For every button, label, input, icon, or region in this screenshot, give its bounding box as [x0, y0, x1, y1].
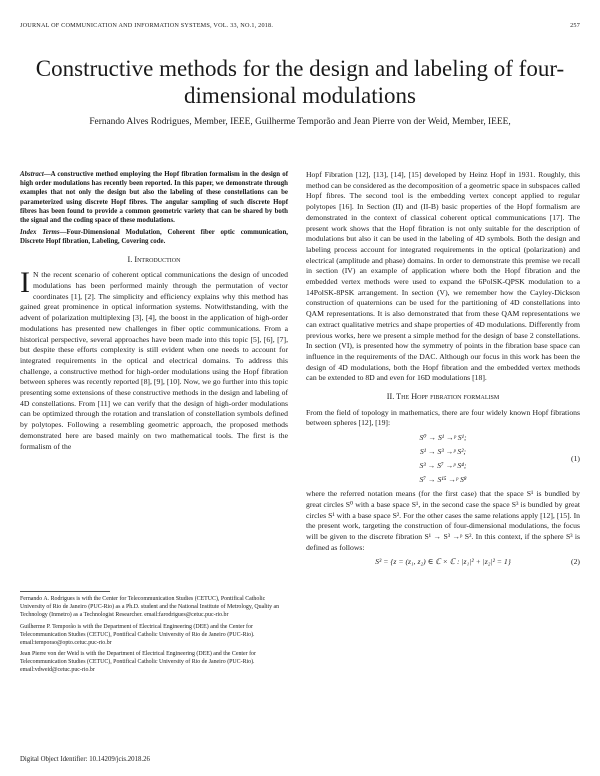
abstract-label: Abstract [20, 171, 44, 178]
author-list: Fernando Alves Rodrigues, Member, IEEE, Guilherme Temporão and Jean Pierre von der Weid, Member, IEEE, [89, 117, 511, 127]
abstract-text: —A constructive method employing the Hopf fibration formalism in the design of high order modulations has recently been reported. In this paper, we demonstrate through examples that not only the design but also the labeling of these constellations can be parameterized using discrete Hopf fibres. The angular sampling of such discrete Hopf fibres has been found to provide a common geometric variety that can be shared by both the signal and the coding space of these modulations. [20, 171, 288, 225]
section-heading-introduction: I. Introduction [127, 254, 181, 264]
right-paragraph-3: where the referred notation means (for the first case) that the space S¹ is bundled by great circles S⁰ with a base space S¹, in the second case the space S³ is bundled by great circles S¹ with a base space S². For the other cases the same relations apply [12], [15]. In the present work, targeting the construction of four-dimensional modulations, the focus will be given to the discrete fibration S¹ → S³ →ᵖ S². In this context, if the sphere S³ is defined as follows: [306, 489, 580, 552]
doi: Digital Object Identifier: 10.14209/jcis.2018.26 [20, 756, 150, 763]
section-heading-hopf: II. The Hopf fibration formalism [386, 392, 500, 402]
index-terms-label: Index Terms [20, 229, 60, 237]
intro-text: N the recent scenario of coherent optical communications the design of uncoded modulations has been performed mainly through the permutation of vector coordinates [1], [2]. The simplicity and efficiency explains why this method has gained great prominence in optical information systems. Notwithstanding, with the advent of polarization multiplexing [3], [4], the boost in the application of high-order modulations has presented new challenges in fiber optic communications. From a historical perspective, several approaches have been made into this topic [5], [6], [7], but despite these efforts complexity is still evident when one needs to account for integrated requirements in the optical and electrical domains. To address this challenge, a constructive method for high-order modulations using the Hopf fibration between spheres was recently reported [8], [9], [10]. Now, we go further into this topic presenting some extensions of these constructive methods in the design and labeling of 4D constellations. From [11] we can verify that the design of high-order modulations can be optimized through the rotation and translation of constellation symbols defined by polytopes. Following a resembling geometric approach, the proposed methods demonstrated here are based mainly on two mathematical tools. The first is the formalism of the [20, 270, 288, 451]
eq1-line: S⁰ → S¹ →ᵖ S¹; [419, 433, 467, 443]
equation-1 [306, 431, 580, 487]
eq1-line: S⁷ → S¹⁵ →ᵖ S⁸ [419, 475, 467, 485]
footnote-weid: Jean Pierre von der Weid is with the Department of Electrical Engineering (DEE) and the Center for Telecommunication Studies (CETUC), Pontifical Catholic University of Rio de Janeiro (PUC-Rio). email:vdweid@cetuc.puc-rio.br [20, 651, 256, 674]
right-paragraph-1: Hopf Fibration [12], [13], [14], [15] developed by Heinz Hopf in 1931. Roughly, this method can be considered as the decomposition of a geometric space in subspaces called Hopf fibres. The second tool is the embedding vertex concept applied to regular polytopes [16]. In Section (II) and (II-B) basic properties of the Hopf formalism are demonstrated in the context of classical coherent optical communications [17]. The present work shows that the Hopf fibration is not only suitable for the description of modulations but also it can be used in the labeling of 4D symbols. Both the design and labeling process account for integrated requirements in the optical (polarization) and electrical (amplitude and phase) domains. In order to demonstrate this premise we recall in section (IV) an example of application where both the Hopf fibration and the embedded vertex methods were used to expand the 6PolSK-QPSK modulation to a 14PolSK-8PSK arrangement. In section (V), we remember how the Cayley-Dickson construction of quaternions can be used for the partitioning of 4D constellations into QAM representations. It is also demonstrated that from these QAM representations we can extract qualitative metrics and shape properties of 4D modulations. Differently from previous works, here we present a simple method for the design of base 2 constellations. In section (VI), is presented how the symmetry of points in the fibration base space can influence in the requirements of the DAC. Although our focus in this work has been the design of 4D modulations, both the Hopf fibration and the embedded vertex methods can be extended to 8D and even for 16D modulations [18]. [306, 170, 580, 383]
right-paragraph-2: From the field of topology in mathematics, there are four widely known Hopf fibrations between spheres [12], [19]: [306, 407, 580, 428]
paper-title: Constructive methods for the design and labeling of four-dimensional modulations [35, 56, 565, 108]
equation-number: (1) [571, 454, 580, 464]
left-column [20, 170, 288, 452]
equation-2 [306, 555, 580, 569]
footnotes [20, 596, 288, 679]
intro-paragraph [20, 266, 288, 452]
footnote-temporao: Guilherme P. Temporão is with the Department of Electrical Engineering (DEE) and the Center for Telecommunication Studies (CETUC), Pontifical Catholic University of Rio de Janeiro (PUC-Rio). email:temporao@opto.cetuc.puc-rio.br [20, 623, 255, 646]
journal-name: JOURNAL OF COMMUNICATION AND INFORMATION SYSTEMS, VOL. 33, NO.1, 2018. [20, 22, 274, 29]
drop-cap: I [20, 266, 30, 300]
page-number: 257 [570, 22, 580, 29]
eq2-body: S³ = {z = (z₁, z₂) ∈ ℂ × ℂ : |z₁|² + |z₂|² = 1} [375, 557, 511, 567]
eq1-line: S¹ → S³ →ᵖ S²; [419, 447, 467, 457]
running-header [20, 22, 580, 29]
footnote-rodrigues: Fernando A. Rodrigues is with the Center for Telecommunication Studies (CETUC), Pontifical Catholic University of Rio de Janeiro (PUC-Rio) as a Ph.D. student and the National Institute of Metrology, Quality an Technology (Inmetro) as a Technologist Researcher. email:farodrigues@cetuc.puc-rio.br [20, 596, 280, 618]
eq1-line: S³ → S⁷ →ᵖ S⁴; [419, 461, 467, 471]
index-terms-text: —Four-Dimensional Modulation, Coherent fiber optic communication, Discrete Hopf fibration, Labeling, Covering code. [20, 229, 289, 246]
right-column [306, 170, 580, 571]
index-terms [20, 228, 288, 246]
equation-number: (2) [571, 557, 580, 567]
abstract [20, 170, 288, 225]
footnote-rule [20, 591, 110, 592]
